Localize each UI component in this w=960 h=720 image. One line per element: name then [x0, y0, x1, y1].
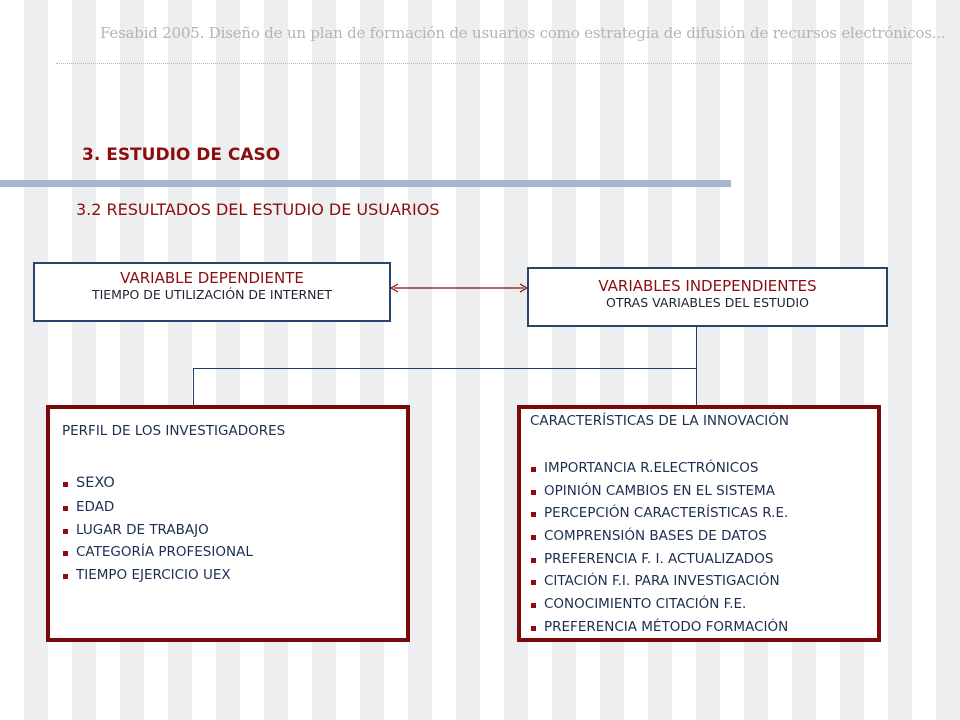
dependent-variable-box [33, 262, 391, 322]
independent-variables-box [527, 267, 888, 327]
independent-variables-subtitle: OTRAS VARIABLES DEL ESTUDIO [606, 295, 809, 310]
list-item: PREFERENCIA MÉTODO FORMACIÓN [530, 619, 788, 642]
list-item: CITACIÓN F.I. PARA INVESTIGACIÓN [530, 573, 788, 596]
connector-vertical-left [193, 368, 194, 407]
innovacion-list [530, 460, 788, 642]
dependent-variable-title: VARIABLE DEPENDIENTE [120, 269, 304, 287]
list-item: OPINIÓN CAMBIOS EN EL SISTEMA [530, 483, 788, 506]
list-item: COMPRENSIÓN BASES DE DATOS [530, 528, 788, 551]
list-item: CATEGORÍA PROFESIONAL [62, 544, 253, 567]
list-item: SEXO [62, 475, 253, 499]
list-item: EDAD [62, 499, 253, 522]
perfil-list [62, 475, 253, 589]
section-title: 3. ESTUDIO DE CASO [82, 145, 281, 165]
dependent-variable-subtitle: TIEMPO DE UTILIZACIÓN DE INTERNET [91, 287, 333, 302]
innovacion-box [517, 405, 881, 642]
list-item: TIEMPO EJERCICIO UEX [62, 567, 253, 590]
header-divider [56, 63, 912, 64]
independent-variables-title: VARIABLES INDEPENDIENTES [598, 277, 817, 295]
perfil-box [46, 405, 410, 642]
list-item: PREFERENCIA F. I. ACTUALIZADOS [530, 551, 788, 574]
slide-header-title: Fesabid 2005. Diseño de un plan de formación de usuarios como estrategia de difusión de recursos electrónicos... [100, 24, 946, 42]
perfil-heading: PERFIL DE LOS INVESTIGADORES [62, 423, 286, 439]
subsection-title: 3.2 RESULTADOS DEL ESTUDIO DE USUARIOS [76, 200, 440, 219]
connector-horizontal [193, 368, 697, 369]
list-item: PERCEPCIÓN CARACTERÍSTICAS R.E. [530, 505, 788, 528]
list-item: CONOCIMIENTO CITACIÓN F.E. [530, 596, 788, 619]
innovacion-heading: CARACTERÍSTICAS DE LA INNOVACIÓN [530, 413, 790, 429]
connector-vertical-main [696, 327, 697, 407]
section-bar [0, 180, 731, 187]
list-item: IMPORTANCIA R.ELECTRÓNICOS [530, 460, 788, 483]
bidirectional-arrow [388, 278, 530, 298]
list-item: LUGAR DE TRABAJO [62, 522, 253, 545]
